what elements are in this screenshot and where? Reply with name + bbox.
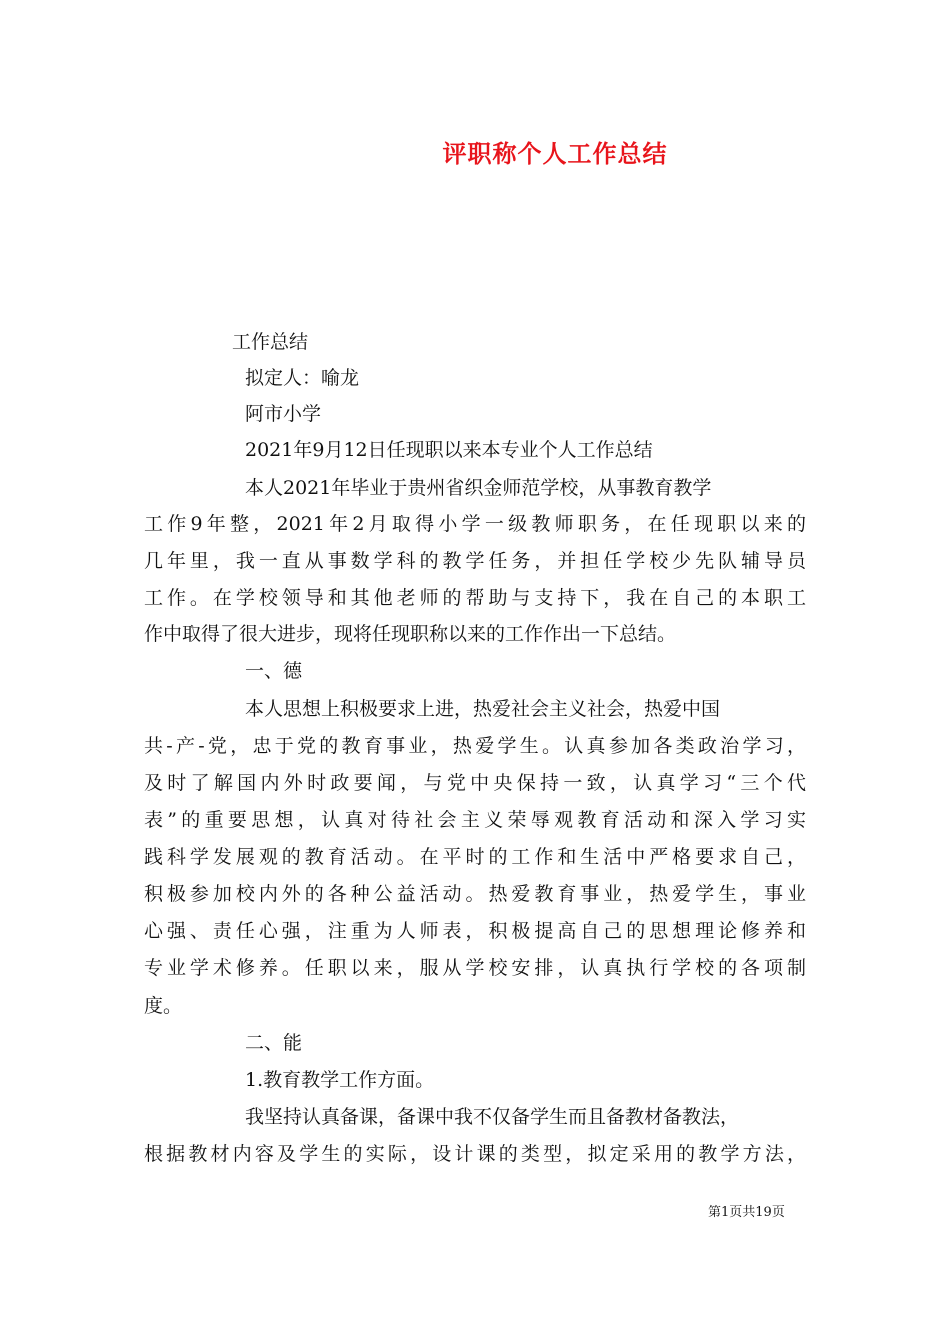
paragraph-line: 心强、责任心强，注重为人师表，积极提高自己的思想理论修养和 — [144, 920, 806, 942]
header-line: 2021年9月12日任现职以来本专业个人工作总结 — [245, 439, 653, 461]
paragraph-line: 作中取得了很大进步，现将任现职称以来的工作作出一下总结。 — [144, 623, 677, 645]
paragraph-line: 本人2021年毕业于贵州省织金师范学校，从事教育教学 — [245, 477, 712, 499]
section-heading: 二、能 — [245, 1032, 303, 1054]
section-heading: 一、德 — [245, 660, 303, 682]
header-line: 阿市小学 — [245, 403, 322, 425]
header-line: 工作总结 — [232, 331, 309, 353]
paragraph-line: 本人思想上积极要求上进，热爱社会主义社会，热爱中国 — [245, 698, 721, 720]
paragraph-line: 根据教材内容及学生的实际，设计课的类型，拟定采用的教学方法， — [144, 1143, 806, 1165]
paragraph-line: 表”的重要思想，认真对待社会主义荣辱观教育活动和深入学习实 — [144, 809, 806, 831]
subsection-heading: 1.教育教学工作方面。 — [245, 1069, 435, 1091]
paragraph-line: 及时了解国内外时政要闻，与党中央保持一致，认真学习“三个代 — [144, 772, 806, 794]
paragraph-line: 度。 — [144, 995, 183, 1017]
document-title: 评职称个人工作总结 — [442, 139, 668, 168]
paragraph-line: 专业学术修养。任职以来，服从学校安排，认真执行学校的各项制 — [144, 957, 806, 979]
paragraph-line: 工作9年整，2021年2月取得小学一级教师职务，在任现职以来的 — [144, 513, 806, 535]
paragraph-line: 几年里，我一直从事数学科的教学任务，并担任学校少先队辅导员 — [144, 550, 806, 572]
paragraph-line: 共-产-党，忠于党的教育事业，热爱学生。认真参加各类政治学习， — [144, 735, 806, 757]
page-number-footer: 第1页共19页 — [708, 1205, 785, 1220]
paragraph-line: 积极参加校内外的各种公益活动。热爱教育事业，热爱学生，事业 — [144, 883, 806, 905]
paragraph-line: 践科学发展观的教育活动。在平时的工作和生活中严格要求自己， — [144, 846, 806, 868]
paragraph-line: 工作。在学校领导和其他老师的帮助与支持下，我在自己的本职工 — [144, 587, 806, 609]
header-line: 拟定人：喻龙 — [245, 367, 360, 389]
paragraph-line: 我坚持认真备课，备课中我不仅备学生而且备教材备教法， — [245, 1106, 740, 1128]
